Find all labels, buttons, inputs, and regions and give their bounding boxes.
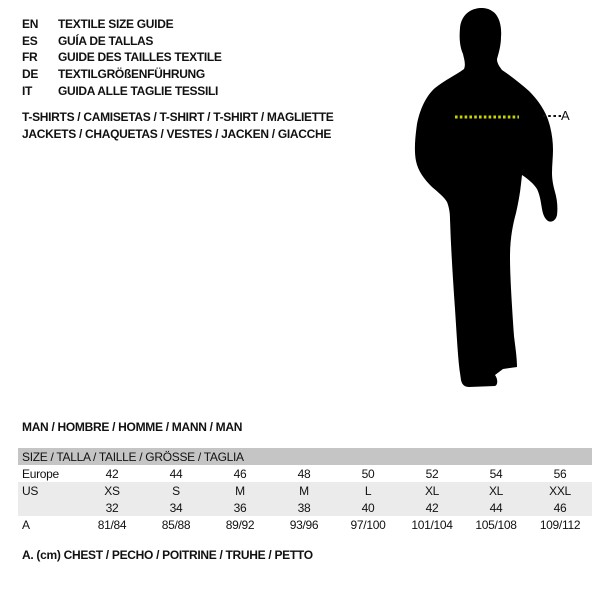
- size-cell: L: [336, 482, 400, 499]
- size-cell: 46: [233, 466, 247, 481]
- size-cell: 32: [80, 499, 144, 516]
- guide-title-es: GUÍA DE TALLAS: [58, 33, 154, 48]
- measurement-label-a: A: [561, 108, 570, 123]
- language-code: EN: [22, 17, 39, 32]
- row-label-europe: Europe: [22, 466, 59, 481]
- size-cell: 44: [169, 466, 183, 481]
- language-row-de: [22, 66, 222, 83]
- size-cell: XL: [400, 482, 464, 499]
- size-cell: 89/92: [225, 517, 255, 532]
- table-row-us: [18, 482, 592, 499]
- language-code: DE: [22, 67, 39, 82]
- guide-title-it: GUIDA ALLE TAGLIE TESSILI: [58, 83, 219, 98]
- section-title-man: MAN / HOMBRE / HOMME / MANN / MAN: [22, 420, 243, 434]
- table-row-europe: [18, 465, 592, 482]
- size-table: [18, 448, 592, 533]
- size-cell: XS: [80, 482, 144, 499]
- size-cell: 42: [105, 466, 119, 481]
- language-code: FR: [22, 50, 38, 65]
- garment-categories: [22, 109, 334, 142]
- size-cell: 42: [400, 499, 464, 516]
- size-cell: 40: [336, 499, 400, 516]
- size-cell: XXL: [528, 482, 592, 499]
- size-cell: 44: [464, 499, 528, 516]
- row-label-empty: [18, 499, 80, 516]
- man-silhouette-icon: [405, 8, 575, 390]
- size-cell: 109/112: [539, 517, 581, 532]
- size-cell: 46: [528, 499, 592, 516]
- size-cell: 97/100: [350, 517, 386, 532]
- category-line-tshirts: T-SHIRTS / CAMISETAS / T-SHIRT / T-SHIRT / MAGLIETTE: [22, 110, 334, 124]
- row-label-a: A: [22, 517, 30, 532]
- size-cell: 56: [553, 466, 567, 481]
- language-list: [22, 16, 222, 99]
- guide-title-en: TEXTILE SIZE GUIDE: [58, 17, 174, 32]
- table-row-chest-a: [18, 516, 592, 533]
- size-cell: 101/104: [411, 517, 453, 532]
- size-cell: M: [208, 482, 272, 499]
- size-cell: 81/84: [97, 517, 127, 532]
- size-cell: 52: [425, 466, 439, 481]
- size-table-header: SIZE / TALLA / TAILLE / GRÖSSE / TAGLIA: [18, 448, 592, 465]
- category-line-jackets: JACKETS / CHAQUETAS / VESTES / JACKEN / GIACCHE: [22, 126, 332, 141]
- size-table-header-row: [18, 448, 592, 465]
- language-row-fr: [22, 49, 222, 66]
- size-cell: 38: [272, 499, 336, 516]
- size-cell: XL: [464, 482, 528, 499]
- language-code: ES: [22, 33, 38, 48]
- size-cell: 54: [489, 466, 503, 481]
- size-cell: 34: [144, 499, 208, 516]
- guide-title-fr: GUIDE DES TAILLES TEXTILE: [58, 50, 222, 65]
- language-row-it: [22, 82, 222, 99]
- language-row-es: [22, 33, 222, 50]
- language-code: IT: [22, 83, 33, 98]
- size-cell: 50: [361, 466, 375, 481]
- guide-title-de: TEXTILGRÖßENFÜHRUNG: [58, 67, 205, 82]
- size-cell: 48: [297, 466, 311, 481]
- language-row-en: [22, 16, 222, 33]
- row-label-us: US: [18, 482, 80, 499]
- size-cell: 85/88: [161, 517, 191, 532]
- size-cell: 93/96: [289, 517, 319, 532]
- size-cell: S: [144, 482, 208, 499]
- size-cell: M: [272, 482, 336, 499]
- table-row-numeric: [18, 499, 592, 516]
- size-cell: 36: [208, 499, 272, 516]
- man-silhouette-figure: [405, 8, 600, 390]
- size-cell: 105/108: [475, 517, 517, 532]
- chest-measure-footnote: A. (cm) CHEST / PECHO / POITRINE / TRUHE / PETTO: [22, 548, 313, 562]
